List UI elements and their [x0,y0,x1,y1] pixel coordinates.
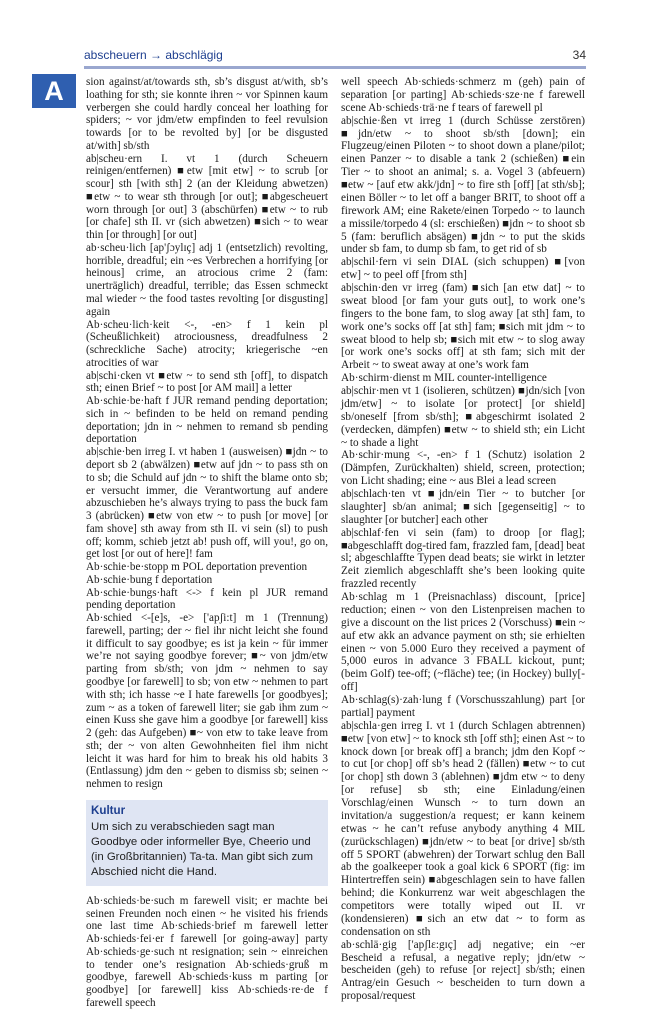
info-box-title: Kultur [91,803,126,817]
dictionary-entry: Ab·schie·bungs·haft <-> f kein pl JUR remand pending deportation [86,586,328,612]
dictionary-entry: Ab·scheu·lich·keit <-, -en> f 1 kein pl (Scheußlichkeit) atrociousness, dreadfulness 2 (schreckliche Sache) atrocity; kriegerische ~en atrocities of war [86,318,328,369]
left-column [86,76,328,1010]
header-rule [84,66,586,69]
dictionary-entry: ab|schin·den vr irreg (fam) ■sich [an etw dat] ~ to sweat blood [or fam your guts out], to work one’s fingers to the bone fam, to slog away [at sth] fam, to work one’s socks off [at sth] fam; ■sich mit jdm ~ to sweat blood to help sb; ■sich mit etw ~ to slog away [or work one’s socks off] at sth fam; sich mit der Arbeit ~ to sweat away at one’s work fam [341,282,585,372]
info-box-body: Um sich zu verabschieden sagt man Goodbye oder informeller Bye, Cheerio und (in Großbritannien) Ta-ta. Man gibt sich zum Abschied nicht die Hand. [91,820,313,878]
dictionary-entry: ab|schie·ben irreg I. vt haben 1 (ausweisen) ■jdn ~ to deport sb 2 (abwälzen) ■etw auf jdn ~ to pass sth on to sb; die Schuld auf jdn ~ to shift the blame onto sb; er versucht immer, die Verantwortung auf andere abzuschieben he’s always trying to pass the buck fam 3 (abrücken) ■etw von etw ~ to push [or move] [or fam shove] sth away from sth II. vi sein (sl) to push off; komm, schieb jetzt ab! push off, will you!, go on, get lost [or out of here]! fam [86,446,328,561]
dictionary-entry: Ab·schie·bung f deportation [86,573,213,586]
dictionary-entry: ab|schil·fern vi sein DIAL (sich schuppen) ■[von etw] ~ to peel off [from sth] [341,256,585,282]
dictionary-entry: Ab·schlag m 1 (Preisnachlass) discount, [price] reduction; einen ~ von den Listenpreisen machen to give a discount on the list prices 2 (Vorschuss) ■ein ~ auf etw akk an advance payment on sth; sie erhielten einen ~ von 5.000 Euro they received a payment of 5,000 euros in advance 3 FBALL kickout, punt; (beim Golf) tee-off; (~fläche) tee; (in Hockey) bully[-off] [341,591,585,694]
dictionary-entry: ab·scheu·lich [ap'ʃɔylɪç] adj 1 (entsetzlich) revolting, horrible, dreadful; ein ~es Verbrechen a horrifying [or heinous] crime, an atrocious crime 2 (fam: unerträglich) dreadful, terrible; das Essen schmeckt mal wieder ~ the food tastes revolting [or disgusting] again [86,241,328,318]
culture-info-box [86,800,328,886]
dictionary-entry: Ab·schlag(s)·zah·lung f (Vorschusszahlung) part [or partial] payment [341,694,585,719]
dictionary-entry: Ab·schied <-[e]s, -e> ['apʃi:t] m 1 (Trennung) farewell, parting; der ~ fiel ihr nicht leicht she found it difficult to say goodbye; es ist ja kein ~ für immer we’re not saying goodbye forever; ■~ von jdm/etw parting from sb/sth; von jdm ~ nehmen to say goodbye [or farewell] to sb; von etw ~ nehmen to part with sth; ich hasse ~e I hate farewells [or goodbyes]; zum ~ as a token of farewell liter; sie gab ihm zum ~ einen Kuss she gave him a goodbye [or farewell] kiss 2 (geh: das Aufgeben) ■~ von etw to take leave from sth; der ~ von alten Gewohnheiten fiel ihm nicht leicht it was hard for him to break his old habits 3 (Entlassung) jdm den ~ geben to dismiss sb; seinen ~ nehmen to resign [86,612,328,791]
dictionary-entry: ab|scheu·ern I. vt 1 (durch Scheuern reinigen/entfernen) ■etw [mit etw] ~ to scrub [or scour] sth [with sth] 2 (an der Kleidung abwetzen) ■etw ~ to wear sth through [or out]; ■abgescheuert worn through [or out] 3 (abschürfen) ■etw ~ to rub [or chafe] sth II. vr (sich abwetzen) ■sich ~ to wear thin [or through] [or out] [86,152,328,242]
dictionary-entry: Ab·schirm·dienst m MIL counter-intelligence [341,372,547,385]
dictionary-entry: ab·schlä·gig ['apʃlɛ:gɪç] adj negative; ein ~er Bescheid a refusal, a negative reply; jdn/etw ~ bescheiden (geh) to refuse [or reject] sb/sth; einen Antrag/ein Gesuch ~ bescheiden to turn down a proposal/request [341,938,585,1003]
dictionary-entry: Ab·schir·mung <-, -en> f 1 (Schutz) isolation 2 (Dämpfen, Zurückhalten) shield, screen, protection; von Licht shading; eine ~ aus Blei a lead screen [341,449,585,488]
dictionary-entry: ab|schlaf·fen vi sein (fam) to droop [or flag]; ■abgeschlafft dog-tired fam, frazzled fam, [dead] beat sl; abgeschlaffte Typen dead beats; sie wirkt in letzter Zeit ziemlich abgeschlafft she’s been looking quite frazzled recently [341,526,585,591]
dictionary-entry: ab|schlach·ten vt ■jdn/ein Tier ~ to butcher [or slaughter] sb/an animal; ■sich [gegenseitig] ~ to slaughter [or butcher] each other [341,488,585,526]
right-column [341,76,585,1003]
dictionary-entry: ab|schi·cken vt ■etw ~ to send sth [off], to dispatch sth; einen Brief ~ to post [or AM mail] a letter [86,369,328,395]
dictionary-entry: ab|schir·men vt 1 (isolieren, schützen) ■jdn/sich [von jdm/etw] ~ to isolate [or protect] [or shield] sb/oneself [from sb/sth]; ■abgeschirmt isolated 2 (verdecken, dämpfen) ■etw ~ to shield sth; ein Licht ~ to shade a light [341,385,585,449]
page-header [84,48,586,66]
dictionary-entry: well speech Ab·schieds·schmerz m (geh) pain of separation [or parting] Ab·schieds·sze·ne f farewell scene Ab·schieds·trä·ne f tears of farewell pl [341,76,585,114]
dictionary-entry: Ab·schieds·be·such m farewell visit; er machte bei seinen Freunden noch einen ~ he visited his friends one last time Ab·schieds·brief m farewell letter Ab·schieds·fei·er f farewell [or going-away] party Ab·schieds·ge·such nt resignation; sein ~ einreichen to tender one’s resignation Ab·schieds·gruß m goodbye, farewell Ab·schieds·kuss m parting [or goodbye] [or farewell] kiss Ab·schieds·re·de f farewell speech [86,894,328,1009]
dictionary-entry: ab|schla·gen irreg I. vt 1 (durch Schlagen abtrennen) ■etw [von etw] ~ to knock sth [off sth]; einen Ast ~ to knock down [or break off] a branch; jdm den Kopf ~ to cut [or chop] off sb’s head 2 (fällen) ■etw ~ to cut [or chop] sth down 3 (ablehnen) ■jdm etw ~ to deny [or refuse] sb sth; eine Einladung/einen Vorschlag/einen Wunsch ~ to turn down an invitation/a suggestion/a request; er kann keinem etwas ~ he can’t refuse anybody anything 4 MIL (zurückschlagen) ■jdn/etw ~ to beat [or drive] sb/sth off 5 SPORT (abwehren) der Torwart schlug den Ball ab the goalkeeper took a goal kick 6 SPORT (fig: im Hintertreffen sein) ■abgeschlagen sein to have fallen behind; die Konkurrenz war weit abgeschlagen the competitors were totally wiped out II. vr (kondensieren) ■sich an etw dat ~ to form as condensation on sth [341,719,585,938]
dictionary-entry: ab|schie·ßen vt irreg 1 (durch Schüsse zerstören) ■jdn/etw ~ to shoot sb/sth [down]; ein Flugzeug/einen Piloten ~ to shoot down a plane/pilot; einen Panzer ~ to disable a tank 2 (schießen) ■ein Tier ~ to shoot an animal; s. a. Vogel 3 (abfeuern) ■etw ~ [auf etw akk/jdn] ~ to fire sth [off] [at sth/sb]; einen Böller ~ to let off a banger BRIT, to shoot off a firework AM; eine Rakete/einen Torpedo ~ to launch a missile/torpedo 4 (sl: erschießen) ■jdn ~ to shoot sb 5 (fam: beruflich absägen) ■jdn ~ to put the skids under sb fam, to dump sb fam, to get rid of sb [341,114,585,256]
running-headwords: abscheuern → abschlägig [84,48,223,62]
dictionary-entry: Ab·schie·be·stopp m POL deportation prevention [86,561,308,574]
letter-tab: A [32,74,76,108]
dictionary-entry: Ab·schie·be·haft f JUR remand pending deportation; sich in ~ befinden to be held on remand pending deportation; jdn in ~ nehmen to remand sb pending deportation [86,395,328,446]
dictionary-entry: sion against/at/towards sth, sb’s disgust at/with, sb’s loathing for sth; sie konnte ihren ~ vor Spinnen kaum verbergen she could hardly conceal her loathing for spiders; ~ vor jdm/etw empfinden to feel revulsion towards [or to be revolted by] [or be disgusted at/with] sb/sth [86,76,328,152]
page-number: 34 [572,48,586,62]
